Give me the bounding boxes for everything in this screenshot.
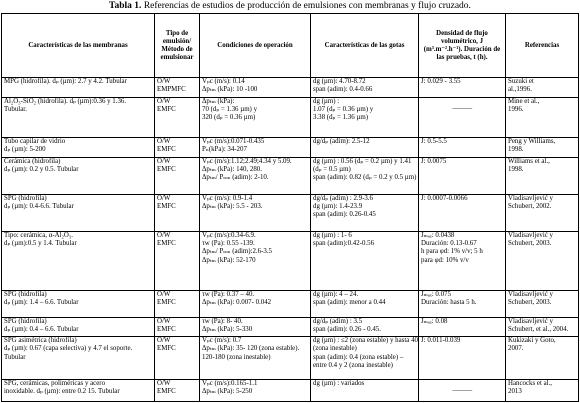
flux-line: h para φd: 1% v/v; 5 h [421,248,483,256]
flux-line: ——— [452,104,472,112]
ref-line: Williams et al., [508,157,550,165]
cell-conditions [200,337,311,380]
conditions-line: Δpₜₘ (kPa): 10 -100 [202,86,258,94]
flux-line: J: 0.5-5.5 [421,138,447,146]
cell-type [155,232,200,291]
type-line: EMFC [157,388,176,396]
cell-membrane [2,317,155,337]
table-row [2,380,579,402]
conditions-line: τw (Pa): 8- 40. [202,317,243,325]
cell-membrane [2,78,155,98]
cell-conditions [200,78,311,98]
flux-line: Duración: 0.13-0.67 [421,240,477,248]
type-line: EMFC [157,146,176,154]
header-drops: Características de las gotas [311,14,419,78]
cell-drops [311,138,419,158]
cell-membrane [2,232,155,291]
membrane-line: dₚ (µm): 0.4 – 6.6. Tubular [4,325,79,333]
cell-conditions [200,291,311,317]
conditions-line: Δpₜₘ (kPa): 35- 120 (zona estable). [202,345,300,353]
drops-line: dg/dₚ (adim) : 2.9-3.6 [313,195,373,203]
flux-line: J: 0.0075 [421,157,447,165]
flux-line: Jₘₐₓ: 0.075 [421,291,451,299]
membrane-line: dₚ (µm): 0.2 y 0.5. Tubular [4,165,79,173]
table-caption [0,1,580,12]
membrane-line: Cerámica (hidrofila) [4,157,61,165]
header-row [2,14,579,78]
ref-line: Mine et al., [508,97,540,105]
drops-line: span (adim): 0.26-0.45 [313,211,376,219]
cell-flux [419,291,506,317]
conditions-line: τw (Pa): 0.55 -139. [202,240,255,248]
cell-flux [419,97,506,138]
cell-conditions [200,317,311,337]
cell-membrane [2,337,155,380]
conditions-line: Δpₜₘ (kPa): 5.5 - 203. [202,203,263,211]
cell-membrane [2,138,155,158]
ref-line: Suzuki et [508,78,534,85]
membrane-line: Tipo: cerámica, α-Al₂O₃. [4,232,74,240]
drops-line: dg (µm) : variados [313,380,365,388]
cell-type [155,157,200,194]
membrane-line: SPG (hidrofila) [4,317,47,325]
membrane-line: SPG (hidrofila) [4,291,47,299]
membrane-line: dₚ (µm): 0.67 (capa selectiva) y 4.7 el soporte. [4,345,133,353]
header-refs: Referencias [506,14,579,78]
drops-line: dg (µm) : ≤2 (zona estable) y hasta 40 [313,337,418,345]
table-row [2,97,579,138]
membrane-line: dₚ (µm): 1.4 – 6.6. Tubular [4,299,79,307]
conditions-line: 70 (dₚ = 1.36 µm) y [202,105,258,113]
cell-drops [311,291,419,317]
table-body [2,78,579,402]
type-line: O/W [157,380,171,388]
conditions-line: Δpₜₘ (kPa): [202,97,235,105]
conditions-line: Vₚc (m/s): 0.7 [202,337,242,345]
flux-line: J: 0.011-0.039 [421,337,461,345]
cell-ref [506,380,579,402]
flux-line: para φd: 10% v/v [421,256,469,264]
drops-line: dg (µm): 4 – 24. [313,291,359,299]
flux-line: J: 0.029 - 3.55 [421,78,461,85]
cell-drops [311,337,419,380]
cell-ref [506,138,579,158]
ref-line: 1998. [508,165,524,173]
drops-line: dg (µm): 4.70-8.72 [313,78,366,85]
cell-conditions [200,195,311,232]
table-row [2,157,579,194]
flux-line: J: 0.0007-0.0066 [421,195,468,203]
cell-membrane [2,157,155,194]
cell-membrane [2,380,155,402]
flux-line: ——— [452,387,472,395]
conditions-line: Δpₜₘ/ Pₙₘ (adim): 2-10. [202,174,269,182]
ref-line: Schubert, 2002. [508,203,552,211]
cell-ref [506,157,579,194]
conditions-line: 320 (dₚ = 0.36 µm) [202,113,256,121]
type-line: EMFC [157,299,176,307]
conditions-line: Vₚc (m/s): 0.14 [202,78,245,85]
caption-label: Tabla 1. [109,1,142,11]
type-line: EMFC [157,203,176,211]
cell-drops [311,97,419,138]
cell-conditions [200,380,311,402]
conditions-line: Vₚc (m/s):0.34-6.9. [202,232,256,240]
cell-flux [419,138,506,158]
cell-type [155,138,200,158]
conditions-line: Vₚc (m/s): 0.9-1.4 [202,195,253,203]
drops-line: dg (µm) : 1- 6 [313,232,352,240]
type-line: EMFC [157,345,176,353]
table-row [2,317,579,337]
drops-line: span (adim): 0.26 - 0.45. [313,325,381,333]
cell-type [155,195,200,232]
ref-line: 1996. [508,105,524,113]
cell-flux [419,157,506,194]
membrane-line: dₚ (µm): 5-200 [4,146,46,154]
ref-line: al.,1996. [508,86,532,94]
drops-line: (zona inestable) [313,345,357,353]
type-line: O/W [157,337,171,345]
drops-line: span (adim): menor a 0.44 [313,299,386,307]
membrane-line: SPG, cerámicas, poliméricas y acero [4,380,106,388]
drops-line: span (adim):0.42-0.56 [313,240,375,248]
type-line: EMFC [157,325,176,333]
membrane-line: MPG (hidrofila). dₚ (µm): 2.7 y 4.2. Tubular [4,78,127,85]
cell-drops [311,317,419,337]
drops-line: entre 0.4 y 2 (zona inestable) [313,361,393,369]
type-line: EMFC [157,240,176,248]
drops-line: dg (µm) : 0.56 (dₚ = 0.2 µm) y 1.41 [313,157,412,165]
cell-flux [419,232,506,291]
drops-line: span (adim): 0.82 (dₚ = 0.2 y 0.5 µm) [313,174,417,182]
cell-type [155,380,200,402]
ref-line: Schubert, 2003. [508,240,552,248]
type-line: O/W [157,97,171,105]
cell-flux [419,380,506,402]
cell-ref [506,97,579,138]
cell-type [155,291,200,317]
cell-ref [506,78,579,98]
conditions-line: Vₚc (m/s):0.071-0.435 [202,138,265,146]
cell-type [155,337,200,380]
header-membranes: Características de las membranas [2,14,155,78]
type-line: O/W [157,157,171,165]
drops-line: 1.07 (dₚ = 0.36 µm) y [313,105,374,113]
drops-line: dg (µm): 1.4-23.9 [313,203,363,211]
ref-line: Kukizaki y Goto, [508,337,556,345]
membrane-line: Al₂O₃-SiO₂ (hidrofila). dₚ (µm):0.36 y 1.36. [4,97,127,105]
type-line: EMPMFC [157,86,186,94]
conditions-line: Δpₜₘ (kPa): 5-250 [202,388,253,396]
cell-membrane [2,291,155,317]
table-row [2,291,579,317]
drops-line: span (adim): 0.4-0.66 [313,86,373,94]
header-conditions: Condiciones de operación [200,14,311,78]
flux-line: Duración: hasta 5 h. [421,299,477,307]
emulsion-studies-table [1,13,579,402]
cell-type [155,97,200,138]
drops-line: (dₚ = 0.5 µm) [313,165,351,173]
type-line: O/W [157,291,171,299]
conditions-line: Δpₜₘ (kPa): 5-330 [202,325,253,333]
membrane-line: inoxidable. dₚ (µm): entre 0.2 15. Tubular [4,388,120,396]
membrane-line: SPG (hidrofila) [4,195,47,203]
drops-line: 3.38 (dₚ = 1.36 µm) [313,113,369,121]
type-line: EMFC [157,105,176,113]
ref-line: Schubert, 2003. [508,299,552,307]
cell-membrane [2,195,155,232]
caption-text: Referencias de estudios de producción de emulsiones con membranas y flujo cruzado. [141,1,471,11]
conditions-line: Δpₜₘ/ Pₙₘ (adim):2.6-3.5 [202,248,273,256]
cell-type [155,78,200,98]
conditions-line: Pₙ(kPa): 34-207 [202,146,247,154]
cell-drops [311,380,419,402]
cell-ref [506,291,579,317]
ref-line: Peng y Williams, [508,138,556,146]
ref-line: 2013 [508,388,522,396]
ref-line: Vladisavljević y [508,291,553,299]
drops-line: span (adim): 0.4 (zona estable) – [313,353,404,361]
drops-line: dg (µm) : [313,97,340,105]
conditions-line: 120-180 (zona inestable) [202,353,271,361]
membrane-line: Tubo capilar de vidrio [4,138,66,146]
cell-flux [419,78,506,98]
ref-line: Schubert, et al., 2004. [508,325,569,333]
conditions-line: Vₚc (m/s):0.165-1.1 [202,380,258,388]
cell-flux [419,337,506,380]
cell-conditions [200,157,311,194]
cell-conditions [200,138,311,158]
conditions-line: τw (Pa): 0.37 – 40. [202,291,255,299]
drops-line: dg/dₚ (adim): 2.5-12 [313,138,370,146]
cell-ref [506,337,579,380]
table-row [2,232,579,291]
cell-flux [419,195,506,232]
membrane-line: Tubular. [4,105,27,113]
cell-conditions [200,232,311,291]
conditions-line: Vₚc (m/s):1.12;2.49;4.34 y 5.09. [202,157,292,165]
flux-line: Jₘₐₓ: 0.0438 [421,232,455,240]
membrane-line: dₚ (µm):0.5 y 1.4. Tubular [4,240,77,248]
ref-line: 1998. [508,146,524,154]
header-flux: Densidad de flujo volumétrico, J (m³.m⁻².h⁻¹). Duración de las pruebas, t (h). [419,14,506,78]
cell-drops [311,157,419,194]
ref-line: 2007. [508,345,524,353]
table-row [2,337,579,380]
cell-ref [506,195,579,232]
membrane-line: Tubular [4,353,26,361]
cell-ref [506,317,579,337]
header-type: Tipo de emulsión/ Método de emulsionar [155,14,200,78]
drops-line: dg/dₚ (adim) : 3.5 [313,317,363,325]
type-line: O/W [157,138,171,146]
ref-line: Hancocks et al., [508,380,553,388]
membrane-line: dₚ (µm): 0.4-6.6. Tubular [4,203,74,211]
cell-ref [506,232,579,291]
cell-drops [311,78,419,98]
ref-line: Vladisavljević y [508,232,553,240]
flux-line: Jₘₐₓ: 0.08 [421,317,448,325]
conditions-line: Δpₜₘ (kPa): 52-170 [202,256,256,264]
type-line: O/W [157,195,171,203]
conditions-line: Δpₜₘ (kPa): 0.007- 0.042 [202,299,272,307]
ref-line: Vladisavljević y [508,195,553,203]
table-row [2,78,579,98]
table-row [2,138,579,158]
cell-drops [311,195,419,232]
type-line: EMFC [157,165,176,173]
cell-flux [419,317,506,337]
cell-drops [311,232,419,291]
membrane-line: SPG asimétrica (hidrofila) [4,337,77,345]
type-line: O/W [157,317,171,325]
conditions-line: Δpₜₘ (kPa): 140, 280. [202,165,262,173]
table-row [2,195,579,232]
type-line: O/W [157,78,171,85]
cell-type [155,317,200,337]
ref-line: Vladisavljević y [508,317,553,325]
cell-conditions [200,97,311,138]
type-line: O/W [157,232,171,240]
cell-membrane [2,97,155,138]
